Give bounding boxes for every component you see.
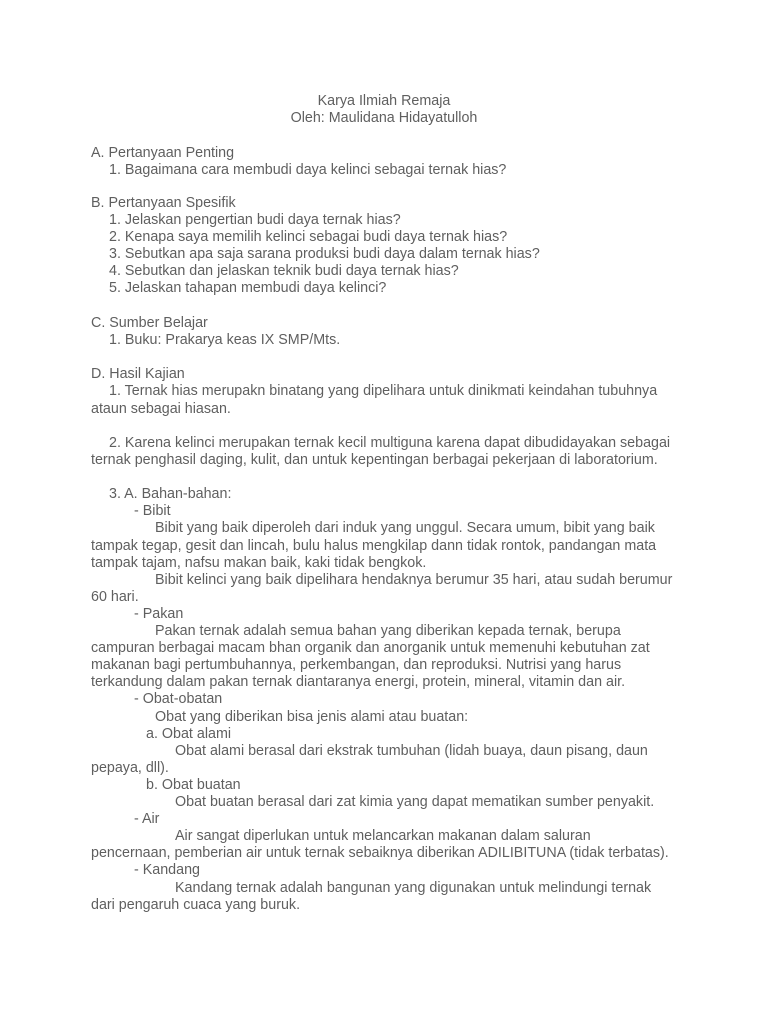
obat-alami-label: a. Obat alami [146,726,232,742]
air-label: - Air [134,811,160,827]
section-b-item: 4. Sebutkan dan jelaskan teknik budi daya ternak hias? [109,263,459,279]
bibit-text-line: 60 hari. [91,589,139,605]
section-b-item: 1. Jelaskan pengertian budi daya ternak hias? [109,212,401,228]
kandang-label: - Kandang [134,862,200,878]
section-c-item: 1. Buku: Prakarya keas IX SMP/Mts. [109,332,341,348]
obat-intro: Obat yang diberikan bisa jenis alami atau buatan: [155,709,469,725]
kandang-text-line: Kandang ternak adalah bangunan yang digunakan untuk melindungi ternak [175,880,652,896]
answer-1-line: 1. Ternak hias merupakn binatang yang dipelihara untuk dinikmati keindahan tubuhnya [109,383,658,399]
section-b-item: 5. Jelaskan tahapan membudi daya kelinci? [109,280,387,296]
kandang-text-line: dari pengaruh cuaca yang buruk. [91,897,301,913]
section-a-heading: A. Pertanyaan Penting [91,145,235,161]
section-c-heading: C. Sumber Belajar [91,315,208,331]
answer-1-line: ataun sebagai hiasan. [91,401,231,417]
obat-alami-text-line: pepaya, dll). [91,760,169,776]
bibit-label: - Bibit [134,503,171,519]
obat-buatan-text: Obat buatan berasal dari zat kimia yang dapat mematikan sumber penyakit. [175,794,655,810]
answer-2-line: ternak penghasil daging, kulit, dan untuk kepentingan berbagai pekerjaan di laboratorium. [91,452,658,468]
bibit-text-line: tampak tajam, nafsu makan baik, kaki tidak bengkok. [91,555,427,571]
air-text-line: Air sangat diperlukan untuk melancarkan makanan dalam saluran [175,828,591,844]
pakan-label: - Pakan [134,606,184,622]
answer-3-heading: 3. A. Bahan-bahan: [109,486,232,502]
obat-alami-text-line: Obat alami berasal dari ekstrak tumbuhan (lidah buaya, daun pisang, daun [175,743,648,759]
pakan-text-line: makanan bagi pertumbuhannya, perkembangan, dan reproduksi. Nutrisi yang harus [91,657,622,673]
obat-label: - Obat-obatan [134,691,223,707]
bibit-text-line: Bibit yang baik diperoleh dari induk yang unggul. Secara umum, bibit yang baik [155,520,655,536]
document-author: Oleh: Maulidana Hidayatulloh [290,110,478,126]
pakan-text-line: terkandung dalam pakan ternak diantaranya energi, protein, mineral, vitamin dan air. [91,674,626,690]
pakan-text-line: Pakan ternak adalah semua bahan yang diberikan kepada ternak, berupa [155,623,621,639]
air-text-line: pencernaan, pemberian air untuk ternak sebaiknya diberikan ADILIBITUNA (tidak terbatas). [91,845,669,861]
pakan-text-line: campuran berbagai macam bhan organik dan anorganik untuk memenuhi kebutuhan zat [91,640,650,656]
section-b-item: 2. Kenapa saya memilih kelinci sebagai budi daya ternak hias? [109,229,508,245]
section-b-heading: B. Pertanyaan Spesifik [91,195,236,211]
bibit-text-line: Bibit kelinci yang baik dipelihara hendaknya berumur 35 hari, atau sudah berumur [155,572,673,588]
answer-2-line: 2. Karena kelinci merupakan ternak kecil multiguna karena dapat dibudidayakan sebagai [109,435,671,451]
document-title: Karya Ilmiah Remaja [317,93,451,109]
section-a-item: 1. Bagaimana cara membudi daya kelinci sebagai ternak hias? [109,162,507,178]
section-d-heading: D. Hasil Kajian [91,366,185,382]
obat-buatan-label: b. Obat buatan [146,777,241,793]
section-b-item: 3. Sebutkan apa saja sarana produksi budi daya dalam ternak hias? [109,246,540,262]
bibit-text-line: tampak tegap, gesit dan lincah, bulu halus mengkilap dann tidak rontok, pandangan mata [91,538,657,554]
